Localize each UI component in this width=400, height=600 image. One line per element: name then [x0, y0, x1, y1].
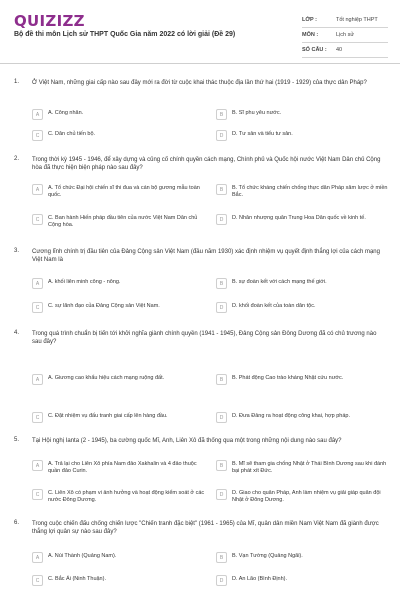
option-text: C. Dân chủ tiến bộ. — [48, 131, 96, 137]
option-text: A. Trả lại cho Liên Xô phía Nam đảo Xakhalin và 4 đảo thuộc quần đảo Curin. — [48, 461, 197, 474]
option-letter: B — [216, 278, 227, 289]
option-c[interactable] — [32, 489, 207, 504]
option-text: D. khối đoàn kết của toàn dân tộc. — [232, 303, 316, 309]
option-letter: C — [32, 130, 43, 141]
option-text: D. Tư sản và tiểu tư sản. — [232, 131, 293, 137]
option-text: B. sự đoàn kết với cách mạng thế giới. — [232, 279, 327, 285]
option-letter: A — [32, 109, 43, 120]
option-letter: C — [32, 214, 43, 225]
option-letter: D — [216, 214, 227, 225]
option-c[interactable] — [32, 214, 207, 229]
question-text: Tại Hội nghị Ianta (2 - 1945), ba cường quốc Mĩ, Anh, Liên Xô đã thống qua một trong những nội dung nào sau đây? — [32, 438, 342, 444]
option-a[interactable] — [32, 109, 202, 120]
option-a[interactable] — [32, 278, 207, 289]
option-letter: D — [216, 575, 227, 586]
option-b[interactable] — [216, 278, 388, 289]
option-letter: A — [32, 278, 43, 289]
option-text: C. Đặt nhiệm vụ đấu tranh giai cấp lên hàng đầu. — [48, 413, 168, 419]
option-text: A. Núi Thành (Quảng Nam). — [48, 553, 117, 559]
option-letter: C — [32, 412, 43, 423]
option-text: D. Giao cho quân Pháp, Anh làm nhiệm vụ giải giáp quân đội Nhật ở Đông Dương. — [232, 490, 381, 503]
question-text: Trong thời kỳ 1945 - 1946, để xây dựng và củng cố chính quyền cách mạng, Chính phủ và Quốc hội nước Việt Nam Dân chủ Cộng hòa đã thực hiện biện pháp nào sau đây? — [32, 157, 381, 171]
option-letter: A — [32, 374, 43, 385]
option-b[interactable] — [216, 184, 388, 199]
option-letter: D — [216, 302, 227, 313]
worksheet-meta — [302, 13, 388, 58]
option-b[interactable] — [216, 374, 388, 385]
option-c[interactable] — [32, 412, 207, 423]
option-letter: A — [32, 460, 43, 471]
option-d[interactable] — [216, 575, 388, 586]
option-a[interactable] — [32, 552, 207, 563]
option-a[interactable] — [32, 184, 207, 199]
option-letter: B — [216, 109, 227, 120]
option-text: A. Công nhân. — [48, 110, 84, 116]
worksheet-title: Bộ đề thi môn Lịch sử THPT Quốc Gia năm 2022 có lời giải (Đề 29) — [14, 31, 236, 38]
option-text: B. Mĩ sẽ tham gia chống Nhật ở Thái Bình Dương sau khi đánh bại phát xít Đức. — [232, 461, 387, 474]
option-d[interactable] — [216, 489, 388, 504]
option-b[interactable] — [216, 460, 388, 475]
option-text: C. sự lãnh đạo của Đảng Cộng sản Việt Nam. — [48, 303, 160, 309]
option-c[interactable] — [32, 130, 202, 141]
quizizz-logo: QUIZIZZ — [14, 12, 85, 30]
option-letter: B — [216, 184, 227, 195]
question-number: 3. — [14, 248, 20, 254]
option-letter: C — [32, 575, 43, 586]
option-letter: D — [216, 489, 227, 500]
meta-value: Lịch sử — [336, 32, 355, 38]
option-d[interactable] — [216, 214, 388, 225]
option-c[interactable] — [32, 302, 207, 313]
option-letter: C — [32, 489, 43, 500]
question-number: 6. — [14, 520, 20, 526]
option-text: D. Nhân nhượng quân Trung Hoa Dân quốc về kinh tế. — [232, 215, 366, 221]
question-number: 2. — [14, 156, 20, 162]
header-divider — [0, 63, 400, 64]
option-letter: A — [32, 552, 43, 563]
option-letter: B — [216, 552, 227, 563]
option-letter: D — [216, 412, 227, 423]
option-a[interactable] — [32, 374, 207, 385]
option-letter: D — [216, 130, 227, 141]
option-text: D. Đưa Đảng ra hoạt động công khai, hợp pháp. — [232, 413, 350, 419]
option-text: A. khối liên minh công - nông. — [48, 279, 121, 285]
option-text: A. Giương cao khẩu hiệu cách mạng ruộng đất. — [48, 375, 165, 381]
worksheet-header — [0, 0, 400, 58]
option-text: A. Tổ chức Đại hội chiến sĩ thi đua và cán bộ gương mẫu toàn quốc. — [48, 185, 200, 198]
option-text: B. Tổ chức kháng chiến chống thực dân Pháp xâm lược ở miền Bắc. — [232, 185, 388, 198]
option-text: C. Bắc Ái (Ninh Thuận). — [48, 576, 106, 582]
option-text: B. Sĩ phu yêu nước. — [232, 110, 282, 116]
option-a[interactable] — [32, 460, 207, 475]
meta-key: SỐ CÂU : — [302, 47, 327, 53]
question-number: 5. — [14, 437, 20, 443]
option-b[interactable] — [216, 552, 388, 563]
question-number: 4. — [14, 330, 20, 336]
option-text: B. Vạn Tường (Quảng Ngãi). — [232, 553, 303, 559]
question-text: Trong cuộc chiến đấu chống chiến lược "Chiến tranh đặc biệt" (1961 - 1965) của Mĩ, quân dân miền Nam Việt Nam đã giành được thắng lợi quân sự nào sau đây? — [32, 521, 379, 535]
option-b[interactable] — [216, 109, 386, 120]
meta-row-subject — [302, 28, 388, 43]
option-d[interactable] — [216, 302, 388, 313]
option-d[interactable] — [216, 130, 386, 141]
question-text: Cương lĩnh chính trị đầu tiên của Đảng Cộng sản Việt Nam (đầu năm 1930) xác định nhiệm vụ quyết định thắng lợi của cách mạng Việt Nam là — [32, 249, 380, 263]
meta-key: MÔN : — [302, 32, 319, 38]
meta-value: Tốt nghiệp THPT — [336, 17, 378, 23]
option-letter: A — [32, 184, 43, 195]
question-text: Ở Việt Nam, những giai cấp nào sau đây mới ra đời từ cuộc khai thác thuộc địa lần thứ hai (1919 - 1929) của thực dân Pháp? — [32, 80, 367, 86]
meta-row-count — [302, 43, 388, 58]
question-text: Trong quá trình chuẩn bị tiến tới khởi nghĩa giành chính quyền (1941 - 1945), Đảng Cộng sản Đông Dương đã có chủ trương nào sau đây? — [32, 331, 377, 345]
question-number: 1. — [14, 79, 20, 85]
meta-key: LỚP : — [302, 17, 317, 23]
option-letter: B — [216, 460, 227, 471]
meta-value: 40 — [336, 47, 343, 53]
option-text: C. Liên Xô có phạm vi ảnh hưởng và hoạt động kiểm soát ở các nước Đông Dương. — [48, 490, 205, 503]
option-d[interactable] — [216, 412, 388, 423]
option-text: D. An Lão (Bình Định). — [232, 576, 288, 582]
option-c[interactable] — [32, 575, 207, 586]
option-letter: C — [32, 302, 43, 313]
option-letter: B — [216, 374, 227, 385]
meta-row-class — [302, 13, 388, 28]
option-text: C. Ban hành Hiến pháp đầu tiên của nước Việt Nam Dân chủ Cộng hòa. — [48, 215, 198, 228]
option-text: B. Phát động Cao trào kháng Nhật cứu nước. — [232, 375, 344, 381]
